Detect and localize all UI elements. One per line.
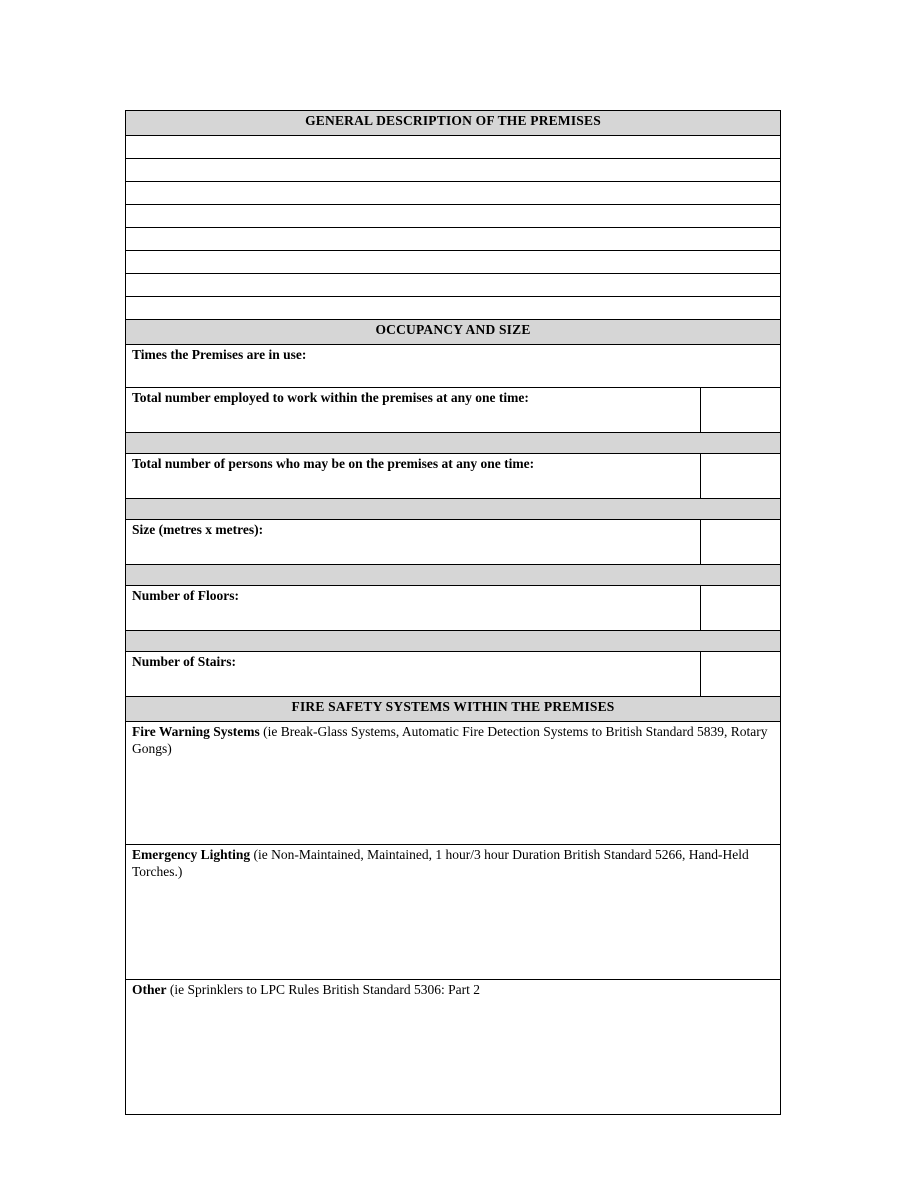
- spacer-row: [126, 565, 781, 586]
- general-description-line-8[interactable]: [126, 297, 781, 320]
- section-header-fire-safety: FIRE SAFETY SYSTEMS WITHIN THE PREMISES: [126, 697, 781, 722]
- fire-warning-field[interactable]: [126, 722, 781, 845]
- gray-spacer: [126, 499, 781, 520]
- fire-warning-row: [126, 722, 781, 845]
- other-systems-description: (ie Sprinklers to LPC Rules British Standard 5306: Part 2: [166, 982, 480, 997]
- floors-row: [126, 586, 781, 631]
- general-description-line-7[interactable]: [126, 274, 781, 297]
- stairs-answer-cell[interactable]: [701, 652, 781, 697]
- general-description-line-2[interactable]: [126, 159, 781, 182]
- emergency-lighting-label: Emergency Lighting: [132, 847, 251, 862]
- times-in-use-row: [126, 345, 781, 388]
- size-label-cell: [126, 520, 701, 565]
- general-header-row: [126, 111, 781, 136]
- floors-label: Number of Floors:: [132, 588, 239, 603]
- other-systems-label: Other: [132, 982, 167, 997]
- general-blank-row: [126, 205, 781, 228]
- total-persons-row: [126, 454, 781, 499]
- size-answer-cell[interactable]: [701, 520, 781, 565]
- other-systems-row: [126, 980, 781, 1115]
- floors-answer-cell[interactable]: [701, 586, 781, 631]
- emergency-lighting-description: (ie Non-Maintained, Maintained, 1 hour/3 hour Duration British Standard 5266, Hand-Held Torches.): [132, 847, 749, 879]
- stairs-label-cell: [126, 652, 701, 697]
- stairs-label: Number of Stairs:: [132, 654, 236, 669]
- occupancy-header-row: [126, 320, 781, 345]
- other-systems-field[interactable]: [126, 980, 781, 1115]
- total-employed-label-cell: [126, 388, 701, 433]
- general-blank-row: [126, 251, 781, 274]
- gray-spacer: [126, 433, 781, 454]
- premises-assessment-form: [125, 110, 781, 1115]
- times-in-use-field[interactable]: [126, 345, 781, 388]
- times-in-use-label: Times the Premises are in use:: [132, 347, 307, 362]
- general-description-line-5[interactable]: [126, 228, 781, 251]
- total-employed-label: Total number employed to work within the premises at any one time:: [132, 390, 529, 405]
- general-blank-row: [126, 159, 781, 182]
- spacer-row: [126, 499, 781, 520]
- emergency-lighting-row: [126, 845, 781, 980]
- stairs-row: [126, 652, 781, 697]
- total-persons-label: Total number of persons who may be on the premises at any one time:: [132, 456, 535, 471]
- fire-warning-label: Fire Warning Systems: [132, 724, 260, 739]
- total-persons-answer-cell[interactable]: [701, 454, 781, 499]
- total-persons-label-cell: [126, 454, 701, 499]
- spacer-row: [126, 433, 781, 454]
- floors-label-cell: [126, 586, 701, 631]
- general-blank-row: [126, 182, 781, 205]
- fire-warning-description: (ie Break-Glass Systems, Automatic Fire Detection Systems to British Standard 5839, Rotary Gongs): [132, 724, 768, 756]
- total-employed-row: [126, 388, 781, 433]
- general-description-line-6[interactable]: [126, 251, 781, 274]
- section-header-general: GENERAL DESCRIPTION OF THE PREMISES: [126, 111, 781, 136]
- general-blank-row: [126, 274, 781, 297]
- general-blank-row: [126, 297, 781, 320]
- gray-spacer: [126, 631, 781, 652]
- fire-safety-header-row: [126, 697, 781, 722]
- general-description-line-1[interactable]: [126, 136, 781, 159]
- general-blank-row: [126, 228, 781, 251]
- general-description-line-4[interactable]: [126, 205, 781, 228]
- emergency-lighting-field[interactable]: [126, 845, 781, 980]
- general-blank-row: [126, 136, 781, 159]
- total-employed-answer-cell[interactable]: [701, 388, 781, 433]
- spacer-row: [126, 631, 781, 652]
- general-description-line-3[interactable]: [126, 182, 781, 205]
- gray-spacer: [126, 565, 781, 586]
- section-header-occupancy: OCCUPANCY AND SIZE: [126, 320, 781, 345]
- size-row: [126, 520, 781, 565]
- size-label: Size (metres x metres):: [132, 522, 264, 537]
